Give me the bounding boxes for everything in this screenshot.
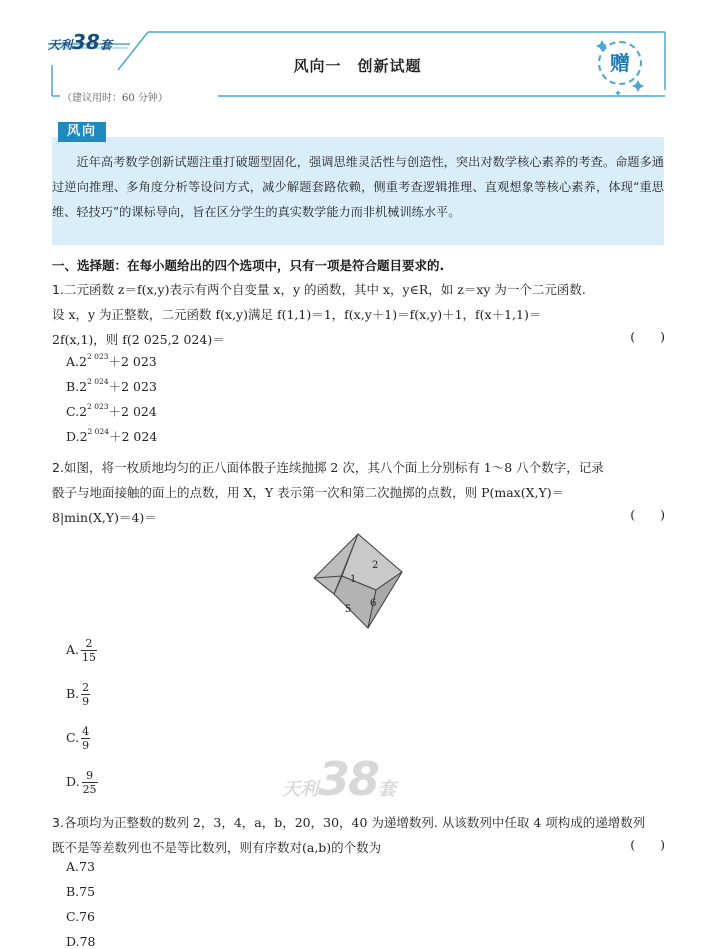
trend-tag: 风向 bbox=[58, 122, 106, 142]
answer-parenthesis: ( ) bbox=[630, 329, 665, 344]
option-a: A.73 bbox=[66, 859, 95, 874]
option-d: D.78 bbox=[66, 934, 96, 949]
face-label: 5 bbox=[345, 604, 352, 615]
option-a: $A.2^{2 023}+2$ 023 bbox=[66, 352, 157, 369]
option-c: $C.2^{2 023}+2$ 024 bbox=[66, 402, 157, 419]
answer-parenthesis: ( ) bbox=[630, 507, 665, 522]
option-c: C.76 bbox=[66, 909, 95, 924]
option-b: $B.2^{2 024}+2$ 023 bbox=[66, 377, 157, 394]
option-d: $D.2^{2 024}+2$ 024 bbox=[66, 427, 158, 444]
face-label: 1 bbox=[350, 574, 357, 585]
question-2: 2.如图，将一枚质地均匀的正八面体骰子连续抛掷 2 次，其八个面上分别标有 1～8 八个数字，记录 骰子与地面接触的面上的点数，用 X，Y 表示第一次和第二次抛掷的点数，则 P(max(X,Y)＝ 8|min(X,Y)＝4)＝ bbox=[52, 460, 604, 525]
suggested-time: （建议用时：60 分钟） bbox=[62, 93, 168, 104]
question-1: 1.二元函数 z＝f(x,y)表示有两个自变量 x，y 的函数，其中 x，y∈R，如 z＝xy 为一个二元函数. 设 x，y 为正整数，二元函数 f(x,y)满足 f(1,1)＝1，f(x,y＋1)＝f(x,y)＋1，f(x＋1,1)＝ 2f(x,1)，则 f(2 025,2 024)＝ bbox=[52, 282, 586, 347]
page-title: 风向一 创新试题 bbox=[293, 57, 422, 75]
option-b: B.75 bbox=[66, 884, 96, 899]
option-c: C. $\frac{4}{9}$ bbox=[66, 725, 90, 752]
brand-logo: 天利38套 bbox=[48, 30, 112, 54]
face-label: 6 bbox=[370, 598, 377, 609]
question-3: 3.各项均为正整数的数列 2，3，4，a，b，20，30，40 为递增数列. 从该数列中任取 4 项构成的递增数列 既不是等差数列也不是等比数列，则有序数对(a,b)的个数为 bbox=[52, 815, 646, 855]
watermark-logo: 天利38套 bbox=[282, 752, 397, 806]
option-d: D. $\frac{9}{25}$ bbox=[66, 769, 97, 796]
trend-text: 近年高考数学创新试题注重打破题型固化，强调思维灵活性与创造性，突出对数学核心素养的考查。命题多通过逆向推理、多角度分析等设问方式，减少解题套路依赖，侧重考查逻辑推理、直观想象等核心素养，体现“重思维、轻技巧”的课标导向，旨在区分学生的真实数学能力而非机械训练水平。 bbox=[52, 155, 664, 219]
gift-badge: 赠 bbox=[598, 41, 642, 85]
option-a: A. $\frac{2}{15}$ bbox=[66, 637, 97, 664]
octahedron-figure bbox=[312, 532, 406, 636]
option-b: B. $\frac{2}{9}$ bbox=[66, 681, 90, 708]
answer-parenthesis: ( ) bbox=[630, 837, 665, 852]
section-title: 一、选择题：在每小题给出的四个选项中，只有一项是符合题目要求的. bbox=[52, 258, 445, 273]
face-label: 2 bbox=[372, 560, 379, 571]
